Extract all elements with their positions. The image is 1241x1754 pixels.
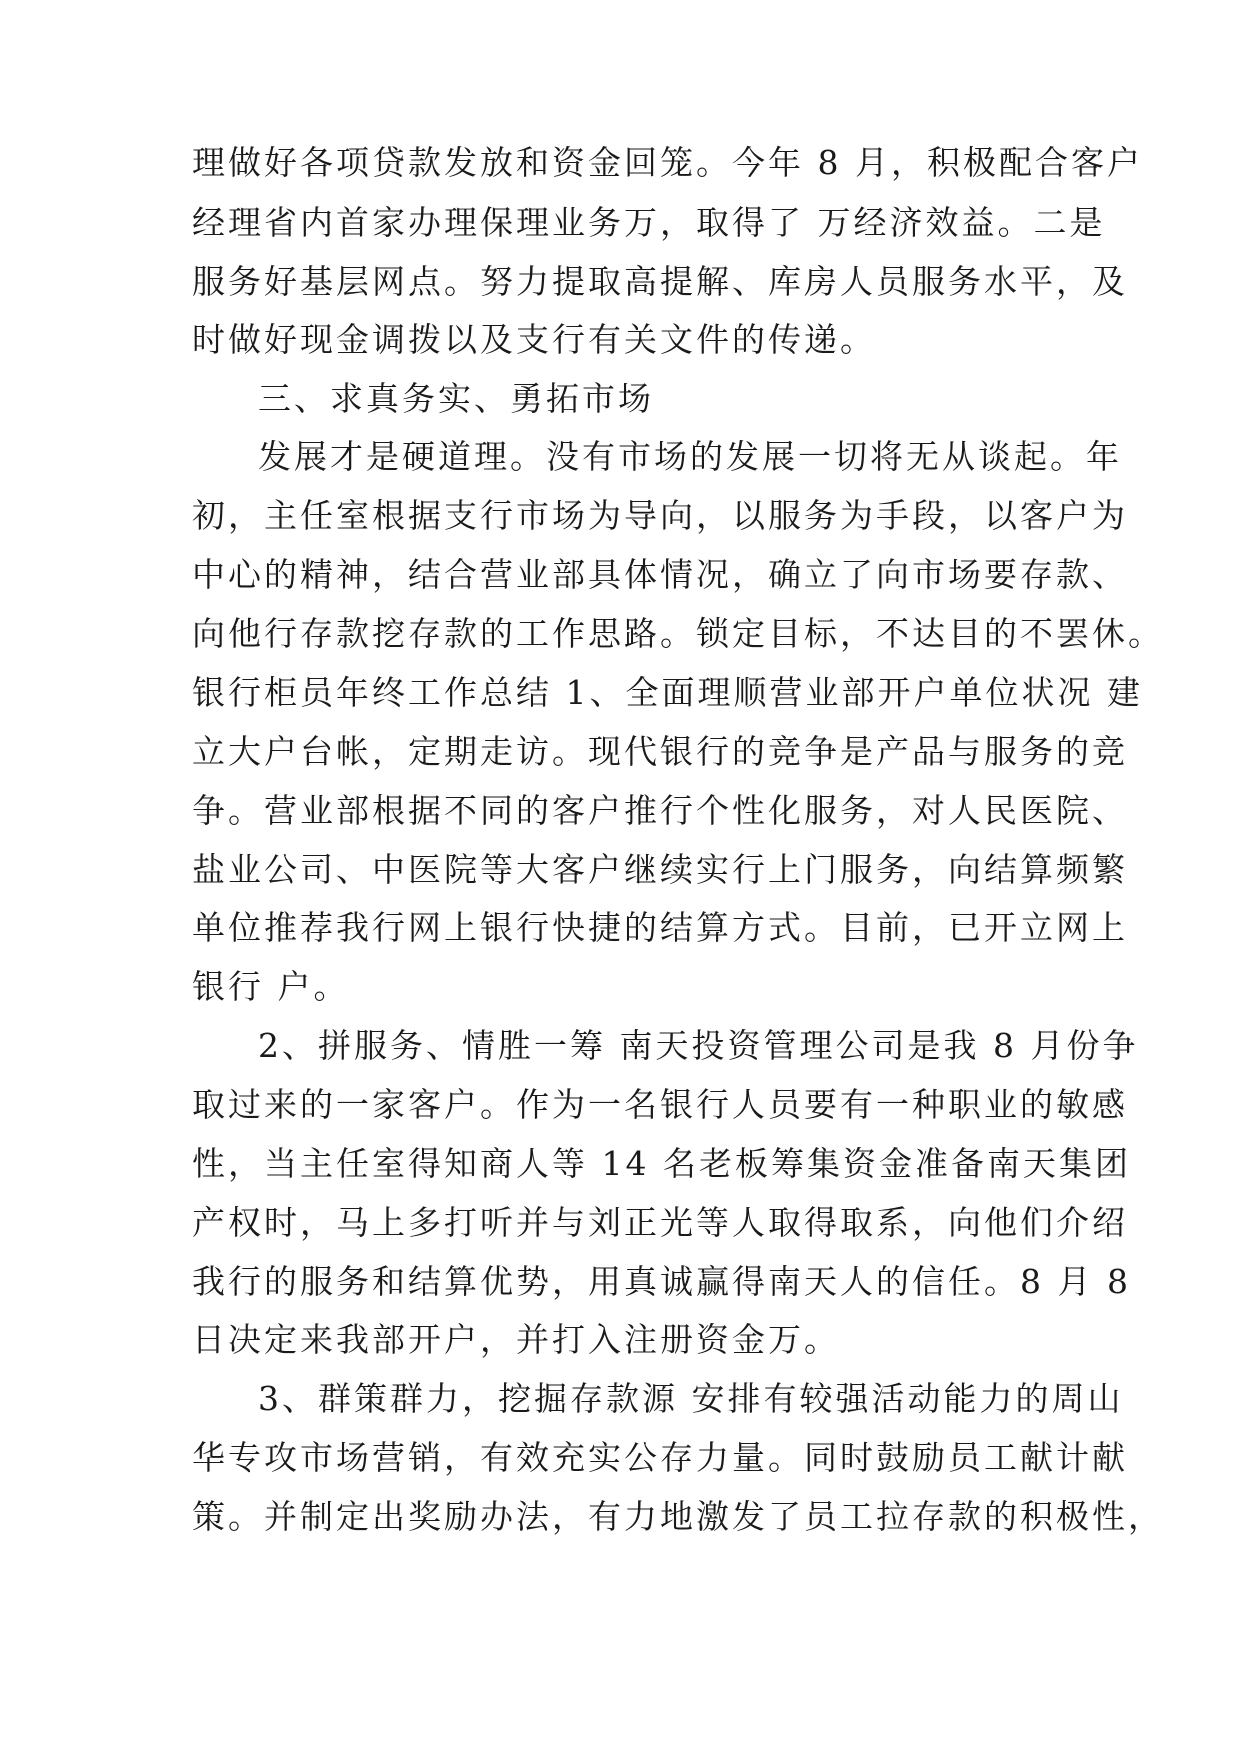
text-line: 性，当主任室得知商人等 14 名老板筹集资金准备南天集团 [192,1144,1131,1183]
text-line: 服务好基层网点。努力提取高提解、库房人员服务水平，及 [192,262,1128,301]
text-line: 银行柜员年终工作总结 1、全面理顺营业部开户单位状况 建 [192,673,1143,712]
text-line: 中心的精神，结合营业部具体情况，确立了向市场要存款、 [192,555,1128,594]
text-line: 发展才是硬道理。没有市场的发展一切将无从谈起。年 [258,437,1122,476]
text-line: 初，主任室根据支行市场为导向，以服务为手段，以客户为 [192,496,1128,535]
text-line: 策。并制定出奖励办法，有力地激发了员工拉存款的积极性， [192,1497,1164,1536]
text-line: 向他行存款挖存款的工作思路。锁定目标，不达目的不罢休。 [192,614,1164,653]
text-line: 产权时，马上多打听并与刘正光等人取得取系，向他们介绍 [192,1203,1128,1242]
text-line: 3、群策群力，挖掘存款源 安排有较强活动能力的周山 [258,1379,1124,1418]
text-line: 银行 户。 [192,967,350,1006]
text-line: 盐业公司、中医院等大客户继续实行上门服务，向结算频繁 [192,850,1128,889]
section-heading: 三、求真务实、勇拓市场 [258,379,654,418]
text-line: 时做好现金调拨以及支行有关文件的传递。 [192,320,876,359]
text-line: 立大户台帐，定期走访。现代银行的竞争是产品与服务的竞 [192,732,1128,771]
text-line: 争。营业部根据不同的客户推行个性化服务，对人民医院、 [192,791,1128,830]
text-line: 单位推荐我行网上银行快捷的结算方式。目前，已开立网上 [192,908,1128,947]
text-line: 华专攻市场营销，有效充实公存力量。同时鼓励员工献计献 [192,1438,1128,1477]
text-line: 理做好各项贷款发放和资金回笼。今年 8 月，积极配合客户 [192,143,1143,182]
text-line: 日决定来我部开户，并打入注册资金万。 [192,1320,840,1359]
text-line: 取过来的一家客户。作为一名银行人员要有一种职业的敏感 [192,1085,1128,1124]
text-line: 2、拼服务、情胜一筹 南天投资管理公司是我 8 月份争 [258,1026,1139,1065]
text-line: 我行的服务和结算优势，用真诚赢得南天人的信任。8 月 8 [192,1262,1131,1301]
text-line: 经理省内首家办理保理业务万，取得了 万经济效益。二是 [192,203,1106,242]
